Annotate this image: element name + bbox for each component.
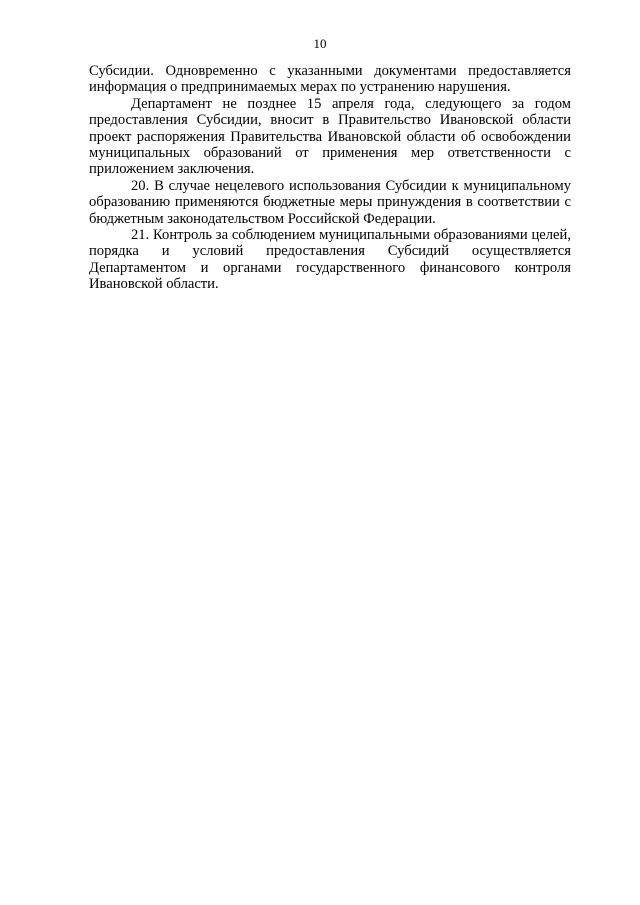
paragraph-item-20: 20. В случае нецелевого использования Субсидии к муниципальному образованию применяются бюджетные меры принуждения в соответствии с бюджетным законодательством Российской Федерации. [89, 177, 571, 227]
paragraph-department-deadline: Департамент не позднее 15 апреля года, следующего за годом предоставления Субсидии, вносит в Правительство Ивановской области проект распоряжения Правительства Ивановской области об освобождении муниципальных образований от применения мер ответственности с приложением заключения. [89, 95, 571, 178]
paragraph-continuation: Субсидии. Одновременно с указанными документами предоставляется информация о предпринимаемых мерах по устранению нарушения. [89, 63, 571, 96]
page-number: 10 [313, 36, 327, 51]
paragraph-item-21: 21. Контроль за соблюдением муниципальными образованиями целей, порядка и условий предоставления Субсидий осуществляется Департаментом и органами государственного финансового контроля Ивановской области. [89, 227, 571, 293]
document-body [89, 63, 571, 293]
